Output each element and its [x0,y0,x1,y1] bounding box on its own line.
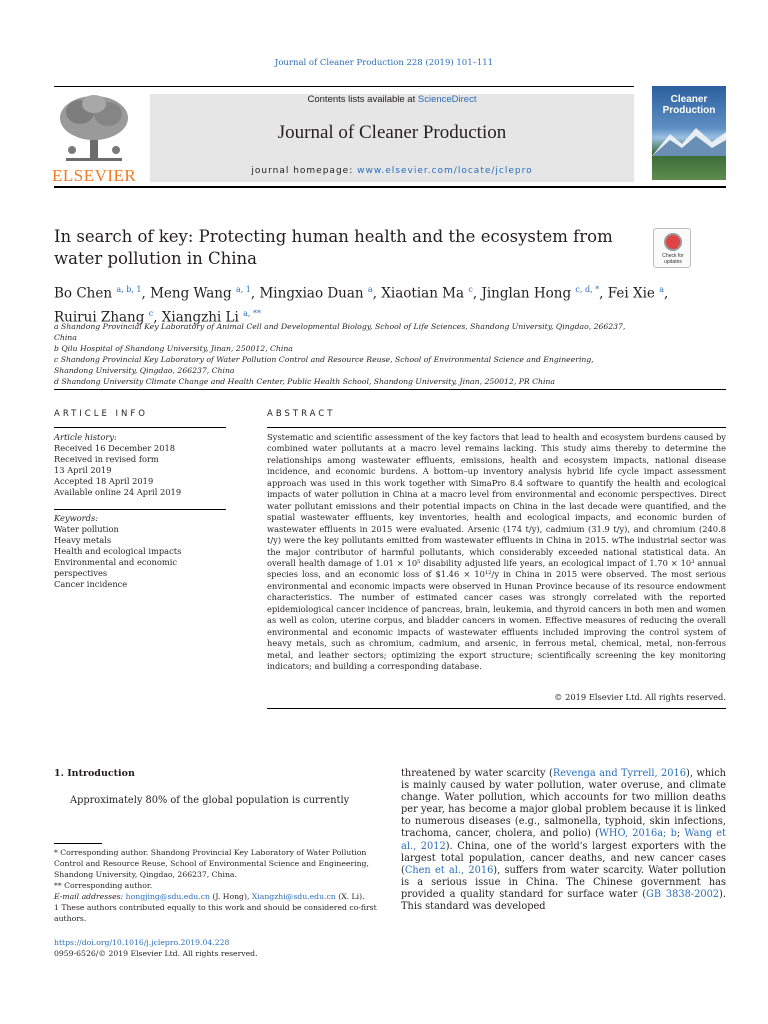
abstract-end-rule [267,708,726,709]
issn-line: 0959-6526/© 2019 Elsevier Ltd. All rights reserved. [54,949,258,958]
affiliation-item: b Qilu Hospital of Shandong University, Jinan, 250012, China [54,344,293,353]
check-for-updates-button[interactable] [653,228,691,268]
keyword-item: Cancer incidence [54,579,128,589]
citation-link[interactable]: Chen et al., 2016 [404,864,494,876]
citation-link[interactable]: GB 3838-2002 [646,888,720,900]
cover-title-line1: Cleaner [670,94,708,105]
contents-prefix: Contents lists available at [307,94,418,105]
body-text: ). This standard was developed [401,888,726,913]
keywords-label: Keywords: [54,513,99,523]
body-text: ), suffers from water scarcity. Water pollution is a serious issue in China. The Chinese government has provided a quality standard for surface water ( [401,864,726,900]
footnote-corresponding-2: ** Corresponding author. [54,881,153,890]
author-name: Xiangzhi Li [161,309,239,325]
keywords-rule [54,509,226,510]
keywords-list [54,513,226,590]
author-name: Mingxiao Duan [259,285,364,302]
email-owner: (X. Li). [335,892,365,901]
affiliations [54,321,634,387]
doi-link[interactable]: https://doi.org/10.1016/j.jclepro.2019.04.228 [54,938,230,947]
cover-title-line2: Production [662,105,716,116]
journal-title: Journal of Cleaner Production [277,122,507,143]
paper-title: In search of key: Protecting human health and the ecosystem from water pollution in China [54,227,613,268]
intro-column-2 [401,768,726,913]
article-info-heading: ARTICLE INFO [54,409,148,419]
affiliation-item: c Shandong Provincial Key Laboratory of Water Pollution Control and Resource Reuse, School of Environmental Science and Engineering, Shandong University, Qingdao, 266237, China [54,355,594,375]
email-owner: (J. Hong), [209,892,252,901]
author-affil-marker[interactable]: a [659,285,664,294]
abstract-copyright: © 2019 Elsevier Ltd. All rights reserved. [554,692,726,702]
author-name: Fei Xie [607,285,655,302]
homepage-prefix: journal homepage: [251,166,358,176]
author-name: Meng Wang [150,285,232,302]
section-rule [54,389,726,390]
author-affil-marker[interactable]: a [367,285,373,294]
history-item: Received in revised form [54,454,159,464]
keyword-item: Health and ecological impacts [54,546,182,556]
check-updates-label: Check for updates [662,253,684,265]
history-item: Available online 24 April 2019 [54,487,182,497]
citation-link[interactable]: WHO, 2016a; b [598,828,677,840]
author-name: Ruirui Zhang [54,309,145,325]
abstract-rule [267,427,726,428]
homepage-link[interactable]: www.elsevier.com/locate/jclepro [357,166,533,176]
cover-title [652,94,726,116]
affiliation-item: d Shandong University Climate Change and Health Center, Public Health School, Shandong University, Jinan, 250012, PR China [54,377,555,386]
author-affil-marker[interactable]: c [468,285,473,294]
author-name: Jinglan Hong [481,285,572,302]
keyword-item: Environmental and economic perspectives [54,557,178,578]
history-item: 13 April 2019 [54,465,112,475]
journal-homepage [150,166,634,176]
elsevier-wordmark: ELSEVIER [52,166,137,185]
check-updates-icon [664,233,682,251]
history-item: Accepted 18 April 2019 [54,476,154,486]
abstract-heading: ABSTRACT [267,409,336,419]
footnote-corresponding: * Corresponding author. Shandong Provincial Key Laboratory of Water Pollution Control and Resource Reuse, School of Environmental Science and Engineering, Shandong University, Qingdao, 266237, China. [54,848,369,879]
email-link[interactable]: Xiangzhi@sdu.edu.cn [251,892,336,901]
sciencedirect-link[interactable]: ScienceDirect [417,94,477,105]
journal-citation[interactable]: Journal of Cleaner Production 228 (2019) 101–111 [274,58,494,68]
footnote-emails [54,891,379,902]
author-affil-marker[interactable]: c, d, * [575,285,600,294]
footnotes [54,847,379,924]
author-affil-marker[interactable]: a, 1 [235,285,251,294]
body-text: threatened by water scarcity ( [401,768,553,779]
author-affil-marker[interactable]: a, b, 1 [116,285,142,294]
cover-mountain-icon [652,126,726,156]
author-name: Bo Chen [54,285,113,302]
section-heading-introduction: 1. Introduction [54,768,135,779]
body-text: ), which is mainly caused by water pollution, water overuse, and climate change. Water pollution, which accounts for two million deaths per year, has become a major global problem because it is linked to numerous diseases (e.g., salmonella, typhoid, skin infections, trachoma, cancer, cholera, and polio) ( [401,768,726,840]
author-list: Bo Chen $^{a, b, 1}$, Meng Wang $^{a, 1}$, Mingxiao Duan $^a$, Xiaotian Ma $^c$, Jinglan Hong $^{c, d, *}$, Fei Xie $^a$, Ruirui Zhang $^c$, Xiangzhi Li $^{a, **}$ [54,285,669,325]
keyword-item: Water pollution [54,524,119,534]
affiliation-item: a Shandong Provincial Key Laboratory of Animal Cell and Developmental Biology, School of Life Sciences, Shandong University, Qingdao, 266237, China [54,322,626,342]
body-text: ). China, one of the world's largest exporters with the largest total population, cancer deaths, and new cancer cases ( [401,840,726,876]
header-thick-rule [54,186,726,188]
citation-link[interactable]: Wang et al., 2012 [401,828,726,852]
body-text: ; [676,828,685,840]
abstract-text: Systematic and scientific assessment of the key factors that lead to health and ecosystem burdens caused by combined water pollutants at a macro level remains lacking. This study aims thereby to determine the relationships among wastewater effluents, emissions, health and ecosystem impacts, national disease incidence, and economic burdens. A bottom–up inventory analysis hybrid life cycle impact assessment approach was used in this work together with SimaPro 8.4 software to quantify the health and ecological impacts of water pollution in China at a macro level from environmental and economic perspectives. Direct water pollutant emissions and their potential impacts on China in the last decade were quantified, and the spatial wastewater effluents, key inventories, health and ecological impacts, and economic burden of wastewater effluents in 2015 were evaluated. Arsenic (174 t/y), cadmium (31.9 t/y), and chromium (240.8 t/y) were the key pollutants emitted from wastewater effluents in China in 2015. wThe industrial sector was the major contributor of harmful pollutants, which considerably exceeded national statistical data. An overall health damage of 1.01 × 10⁵ disability adjusted life years, an ecological impact of 1.70 × 10³ annual species loss, and an economic loss of $1.46 × 10¹²/y in China in 2015 were observed. The most serious environmental and economic impacts were observed in Hunan Province because of its resource endowment characteristics. The number of estimated cancer cases was strongly correlated with the reported epidemiological cancer incidence of pancreas, brain, leukemia, and thyroid cancers in both men and women as well as colon, uterine corpus, and bladder cancers in women. Effective measures of reducing the overall environmental and economic impacts of wastewater effluents included improving the control system of heavy metals, such as chromium, cadmium, and arsenic, in ferrous metal, chemical, metal, non-ferrous metal, and leather sectors; optimizing the export structure; scientifically screening the key monitoring indicators; and building a corresponding database. [267,432,726,672]
header-rule [54,86,634,87]
article-history [54,432,226,498]
footnote-rule [54,843,102,844]
citation-link[interactable]: Revenga and Tyrrell, 2016 [552,768,686,779]
contents-line [150,94,634,105]
author-name: Xiaotian Ma [381,285,465,302]
email-link[interactable]: hongjing@sdu.edu.cn [125,892,210,901]
email-label: E-mail addresses: [54,892,124,901]
author-affil-marker[interactable]: a, ** [243,308,261,318]
article-info-rule [54,427,226,428]
history-label: Article history: [54,432,117,442]
intro-paragraph: Approximately 80% of the global population is currently [70,795,350,806]
footnote-equal-contribution: 1 These authors contributed equally to this work and should be considered co-first authors. [54,903,377,923]
history-item: Received 16 December 2018 [54,443,176,453]
journal-cover-thumbnail[interactable] [652,86,726,180]
keyword-item: Heavy metals [54,535,112,545]
author-affil-marker[interactable]: c [148,308,154,318]
doi-block [54,937,258,959]
